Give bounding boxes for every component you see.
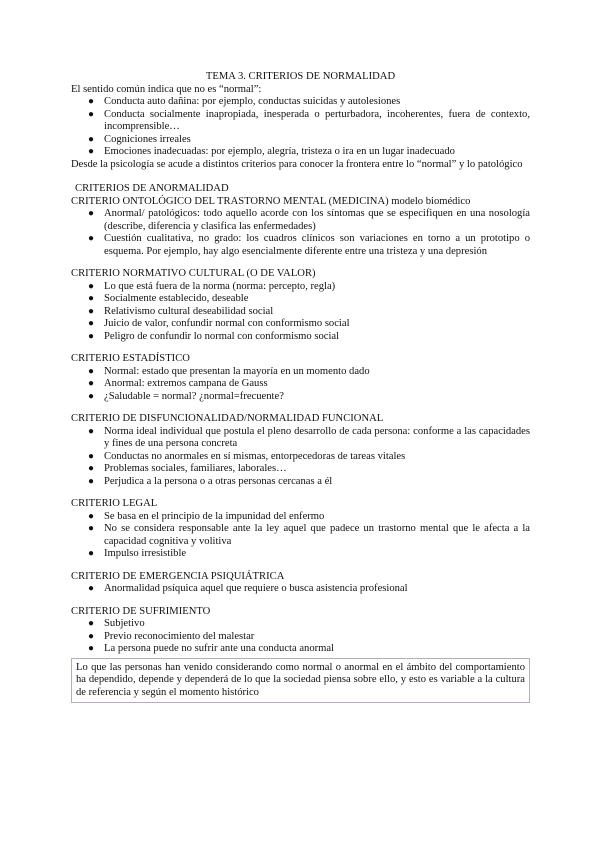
bullet-icon: ● bbox=[88, 425, 95, 437]
list-item: ● Impulso irresistible bbox=[88, 548, 187, 559]
bullet-icon: ● bbox=[88, 233, 95, 244]
bullet-icon: ● bbox=[88, 463, 95, 474]
bullet-icon: ● bbox=[88, 305, 95, 317]
section-heading: CRITERIO DE DISFUNCIONALIDAD/NORMALIDAD FUNCIONAL bbox=[71, 413, 384, 424]
list-item: ● Juicio de valor, confundir normal con conformismo social bbox=[88, 318, 350, 329]
list-item: ● Peligro de confundir lo normal con conformismo social bbox=[88, 330, 340, 342]
bullet-icon: ● bbox=[88, 583, 95, 594]
bullet-icon: ● bbox=[88, 475, 95, 487]
list-item: ● Perjudica a la persona o a otras personas cercanas a él bbox=[88, 475, 333, 487]
section-estadistico bbox=[71, 353, 530, 403]
list-item: ● Cogniciones irreales bbox=[88, 133, 191, 145]
list-item: ● ¿Saludable = normal? ¿normal=frecuente? bbox=[88, 390, 284, 402]
bullet-icon: ● bbox=[88, 330, 95, 342]
intro-list bbox=[71, 96, 530, 159]
bullet-icon: ● bbox=[88, 133, 95, 145]
list-item: ● Previo reconocimiento del malestar bbox=[88, 630, 255, 642]
list-item: ● La persona puede no sufrir ante una conducta anormal bbox=[88, 643, 335, 654]
bullet-icon: ● bbox=[88, 146, 95, 157]
intro-text: El sentido común indica que no es “normal”: bbox=[71, 83, 262, 95]
bullet-icon: ● bbox=[88, 108, 95, 120]
list-item: ● Anormal: extremos campana de Gauss bbox=[88, 378, 268, 389]
list-item: ● Conducta socialmente inapropiada, inesperada o perturbadora, incoherentes, fuera de contexto, incomprensible… bbox=[88, 108, 530, 132]
section-heading: CRITERIO ONTOLÓGICO DEL TRASTORNO MENTAL (MEDICINA) modelo biomédico bbox=[71, 195, 471, 207]
section-emergencia bbox=[71, 571, 530, 596]
section-ontologico bbox=[71, 196, 530, 259]
section-disfuncionalidad bbox=[71, 413, 530, 488]
bullet-icon: ● bbox=[88, 510, 95, 522]
list-item: ● Conducta auto dañina: por ejemplo, conductas suicidas y autolesiones bbox=[88, 96, 401, 107]
section-normativo bbox=[71, 268, 530, 343]
section-heading: CRITERIO DE EMERGENCIA PSIQUIÁTRICA bbox=[71, 570, 285, 582]
document-title: TEMA 3. CRITERIOS DE NORMALIDAD bbox=[205, 71, 396, 82]
list-item: ● Se basa en el principio de la impunidad del enfermo bbox=[88, 510, 325, 522]
list-item: ● Emociones inadecuadas: por ejemplo, alegría, tristeza o ira en un lugar inadecuado bbox=[88, 146, 455, 157]
list-item: ● Conductas no anormales en sí mismas, entorpecedoras de tareas vitales bbox=[88, 450, 406, 462]
bullet-icon: ● bbox=[88, 643, 95, 654]
bullet-icon: ● bbox=[88, 378, 95, 389]
list-item: ● Problemas sociales, familiares, laborales… bbox=[88, 463, 287, 474]
list-item: ● Subjetivo bbox=[88, 618, 145, 629]
section-heading: CRITERIO ESTADÍSTICO bbox=[71, 353, 190, 364]
list-item: ● No se considera responsable ante la ley aquel que padece un trastorno mental que le afecta a la capacidad cognitiva y volitiva bbox=[88, 523, 530, 547]
bullet-icon: ● bbox=[88, 390, 95, 402]
section-sufrimiento bbox=[71, 606, 530, 656]
bullet-icon: ● bbox=[88, 450, 95, 462]
list-item: ● Anormalidad psíquica aquel que requiere o busca asistencia profesional bbox=[88, 583, 408, 594]
document-body bbox=[71, 71, 530, 703]
bullet-icon: ● bbox=[88, 630, 95, 642]
list-item: ● Normal: estado que presentan la mayoría en un momento dado bbox=[88, 365, 370, 377]
psychology-note: Desde la psicología se acude a distintos criterios para conocer la frontera entre lo “normal” y lo patológico bbox=[71, 158, 523, 170]
section-legal bbox=[71, 498, 530, 561]
list-item: ● Cuestión cualitativa, no grado: los cuadros clínicos son variaciones en torno a un prototipo o esquema. Por ejemplo, hay algo esencialmente diferente entre una tristeza y una depresión bbox=[88, 233, 530, 257]
list-item: ● Lo que está fuera de la norma (norma: percepto, regla) bbox=[88, 280, 336, 292]
list-item: ● Relativismo cultural deseabilidad social bbox=[88, 305, 274, 317]
bullet-icon: ● bbox=[88, 523, 95, 534]
list-item: ● Socialmente establecido, deseable bbox=[88, 293, 249, 304]
summary-box: Lo que las personas han venido considerando como normal o anormal en el ámbito del comportamiento ha dependido, depende y dependerá de lo que la sociedad piensa sobre ello, y esto es variable a la cultura de referencia y según el momento histórico bbox=[71, 658, 530, 704]
bullet-icon: ● bbox=[88, 548, 95, 559]
bullet-icon: ● bbox=[88, 280, 95, 292]
list-item: ● Norma ideal individual que postula el pleno desarrollo de cada persona: conforme a las capacidades y fines de una persona concreta bbox=[88, 425, 530, 449]
section-heading: CRITERIO NORMATIVO CULTURAL (O DE VALOR) bbox=[71, 268, 316, 279]
bullet-icon: ● bbox=[88, 208, 95, 219]
section-heading: CRITERIO DE SUFRIMIENTO bbox=[71, 605, 211, 617]
bullet-icon: ● bbox=[88, 318, 95, 329]
section-heading: CRITERIO LEGAL bbox=[71, 498, 158, 509]
bullet-icon: ● bbox=[88, 293, 95, 304]
list-item: ● Anormal/ patológicos: todo aquello acorde con los síntomas que se especifiquen en una nosología (describe, diferencia y clasifica las enfermedades) bbox=[88, 208, 530, 232]
bullet-icon: ● bbox=[88, 618, 95, 629]
bullet-icon: ● bbox=[88, 96, 95, 107]
criteria-heading: CRITERIOS DE ANORMALIDAD bbox=[75, 183, 229, 194]
bullet-icon: ● bbox=[88, 365, 95, 377]
